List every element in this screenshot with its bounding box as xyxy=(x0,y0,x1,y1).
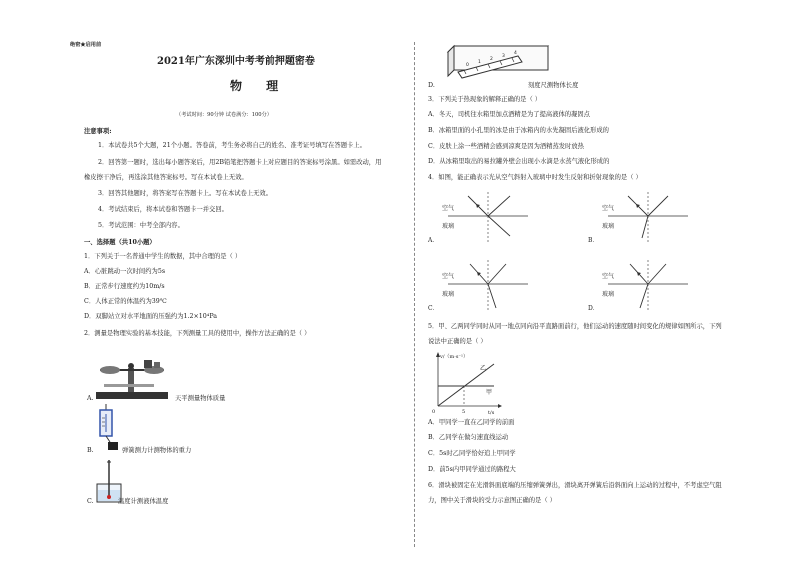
q6-stem-line2: 力，图中关于滑块的受力示意图正确的是（ ） xyxy=(428,497,556,504)
column-divider xyxy=(414,42,415,547)
q3-option-b: B．冰箱里面的小孔里的冰是由于冰箱内的水先凝固后液化形成的 xyxy=(428,127,609,134)
q5-stem-line1: 5．甲、乙两同学同时从同一地点同向沿平直路面前行，他们运动的速度随时间变化的规律如图所示，下列 xyxy=(428,323,722,330)
q2-stem: 2．测量是物理实验的基本技能，下列测量工具的使用中，操作方法正确的是（ ） xyxy=(84,330,311,337)
option-label: C． xyxy=(428,305,439,312)
air-label: 空气 xyxy=(442,205,455,212)
notes-heading: 注意事项: xyxy=(84,128,112,135)
q5-option-d: D．前5s内甲同学通过的路程大 xyxy=(428,466,516,473)
q1-stem: 1．下列关于一名普通中学生的数据，其中合理的是（ ） xyxy=(84,253,242,260)
series-jia-label: 甲 xyxy=(486,389,493,396)
air-label: 空气 xyxy=(602,273,615,280)
note-item: 5．考试范围：中考全部内容。 xyxy=(98,222,184,229)
optics-diagram-b xyxy=(588,190,688,246)
spring-scale-figure xyxy=(98,404,128,452)
q3-stem: 3．下列关于热现象的解释正确的是（ ） xyxy=(428,96,542,103)
option-label: A． xyxy=(428,237,439,244)
exam-info: （考试时间：90分钟 试卷满分：100分） xyxy=(176,112,272,118)
q2-caption-a: 天平测量物体质量 xyxy=(175,395,226,402)
graph-xtick: 5 xyxy=(462,409,466,415)
q5-option-b: B．乙同学在做匀速直线运动 xyxy=(428,434,509,441)
exam-title: 2021年广东深圳中考考前押题密卷 xyxy=(157,56,315,67)
glass-label: 玻璃 xyxy=(442,291,455,298)
q1-option-d: D．双脚站立对水平地面的压强约为1.2×10⁴Pa xyxy=(84,313,218,320)
optics-diagram-a xyxy=(428,190,528,246)
air-label: 空气 xyxy=(602,205,615,212)
glass-label: 玻璃 xyxy=(442,223,455,230)
ruler-mark: 1 xyxy=(478,60,481,65)
optics-diagram-d xyxy=(588,258,688,314)
ruler-figure xyxy=(442,42,552,82)
note-item: 2．回答第一题时，选出每小题答案后，用2B铅笔把答题卡上对应题目的答案标号涂黑。如需改动，用 xyxy=(98,159,382,166)
air-label: 空气 xyxy=(442,273,455,280)
note-item: 3．回答其他题时，将答案写在答题卡上。写在本试卷上无效。 xyxy=(98,190,273,197)
graph-origin: 0 xyxy=(432,409,436,415)
optics-diagram-c xyxy=(428,258,528,314)
q1-option-b: B．正常步行速度约为10m/s xyxy=(84,283,165,290)
q3-option-c: C．皮肤上涂一些酒精会感到凉爽是因为酒精蒸发时放热 xyxy=(428,143,584,150)
q2-option-d-label: D. xyxy=(428,82,435,89)
option-label: B． xyxy=(588,237,599,244)
right-column xyxy=(418,0,794,562)
q5-option-a: A．甲同学一直在乙同学的前面 xyxy=(428,419,515,426)
balance-figure xyxy=(92,358,172,400)
glass-label: 玻璃 xyxy=(602,223,615,230)
note-item: 4．考试结束后，将本试卷和答题卡一并交回。 xyxy=(98,206,228,213)
q3-option-a: A．冬天，司机往水箱里加点酒精是为了提高液体的凝固点 xyxy=(428,111,590,118)
velocity-time-graph xyxy=(430,352,502,414)
glass-label: 玻璃 xyxy=(602,291,615,298)
q4-stem: 4．如图，能正确表示光从空气斜射入玻璃中时发生反射和折射现象的是（ ） xyxy=(428,174,642,181)
series-yi-label: 乙 xyxy=(480,365,487,372)
q5-stem-line2: 说法中正确的是（ ） xyxy=(428,338,487,345)
secret-mark: 绝密★启用前 xyxy=(70,42,102,48)
ruler-mark: 2 xyxy=(490,57,493,62)
q1-option-c: C．人体正常的体温约为39℃ xyxy=(84,298,167,305)
q2-caption-d: 刻度尺测物体长度 xyxy=(528,82,579,89)
q2-option-b-label: B. xyxy=(87,447,94,454)
ruler-mark: 3 xyxy=(502,54,505,59)
graph-xlabel: t/s xyxy=(488,410,495,416)
q3-option-d: D．从冰箱里取出的易拉罐外壁会出现小水滴是水蒸气液化形成的 xyxy=(428,158,610,165)
q2-caption-b: 弹簧测力计测物体的重力 xyxy=(122,447,192,454)
section-heading: 一、选择题（共10小题） xyxy=(84,239,156,246)
note-item: 橡皮擦干净后，再选涂其他答案标号。写在本试卷上无效。 xyxy=(84,174,248,181)
ruler-mark: 4 xyxy=(514,51,517,56)
option-label: D． xyxy=(588,305,599,312)
note-item: 1．本试卷共5个大题，21个小题。答卷前，考生务必将自己的姓名、准考证号填写在答题卡上。 xyxy=(98,142,366,149)
q1-option-a: A．心脏跳动一次时间约为5s xyxy=(84,268,166,275)
subject-title: 物 理 xyxy=(230,79,289,93)
q2-caption-c: 温度计测液体温度 xyxy=(118,498,169,505)
ruler-mark: 0 xyxy=(466,63,469,68)
q2-option-c-label: C. xyxy=(87,498,94,505)
graph-ylabel: v/（m·s⁻¹） xyxy=(440,354,469,360)
q5-option-c: C．5s时乙同学恰好追上甲同学 xyxy=(428,450,516,457)
q6-stem-line1: 6．滑块被固定在光滑斜面底端的压缩弹簧弹出，滑块离开弹簧后沿斜面向上运动的过程中，不考虑空气阻 xyxy=(428,482,722,489)
q2-option-a-label: A. xyxy=(87,395,94,402)
